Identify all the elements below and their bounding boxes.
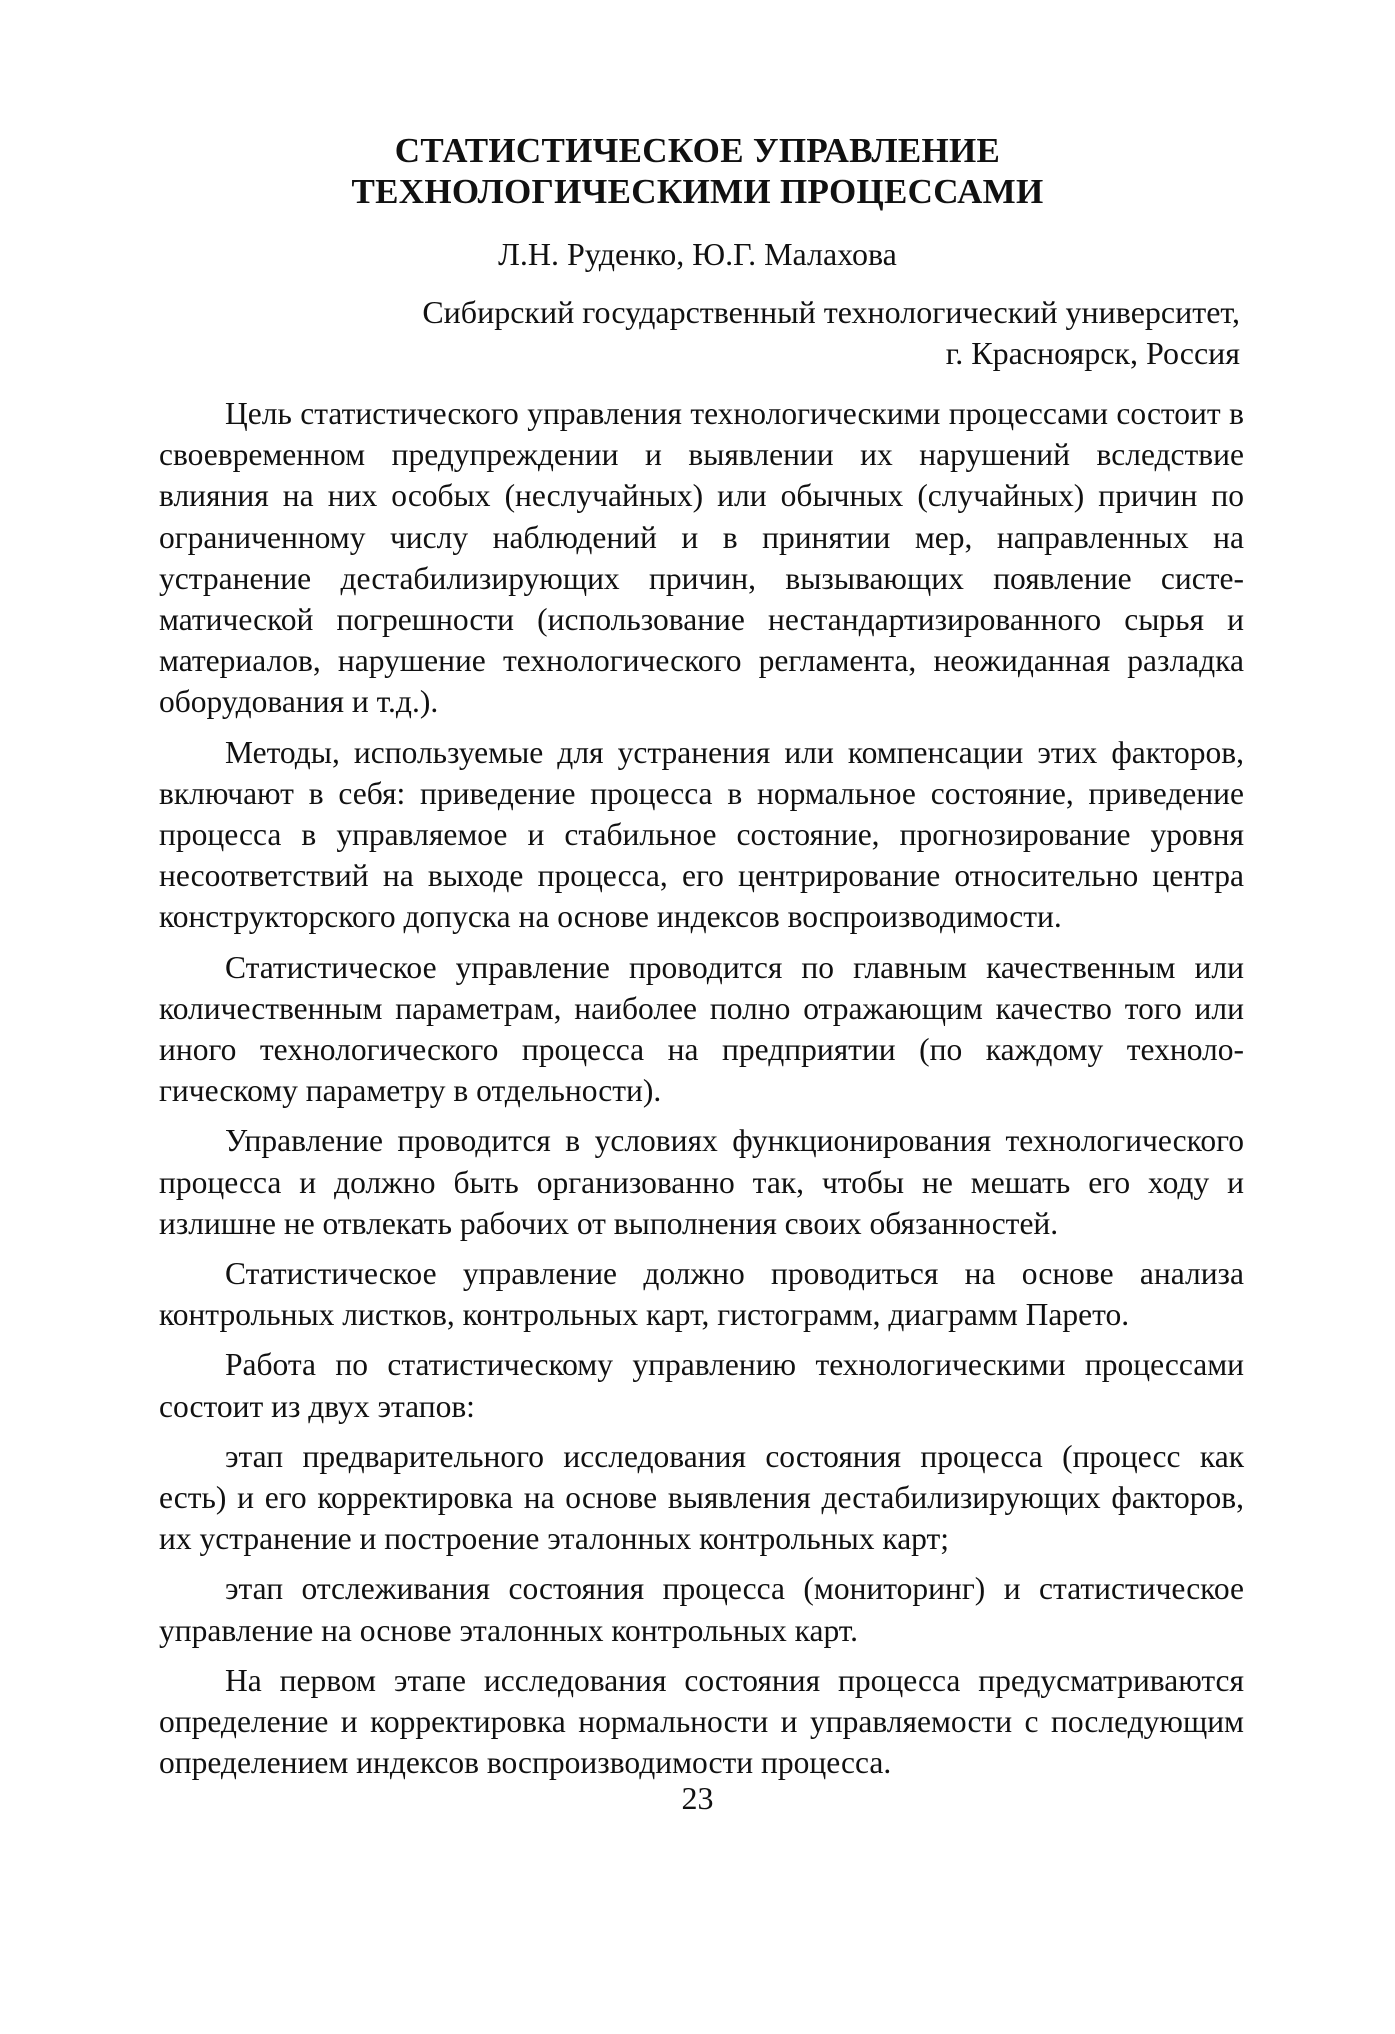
paragraph-2: Методы, используемые для устранения или компенсации этих факторов, включают в себя: приведение процесса в нормальное состояние, приведение процесса в управляемое и стабильное состояние, прогнозирование уровня несоответствий на выходе процесса, его центрирование относительно центра конструкторского допуска на основе индексов воспроизводимости. bbox=[159, 734, 1244, 935]
paragraph-3: Статистическое управление проводится по главным качественным или количественным параметрам, наиболее полно отражающим качество того или иного технологического процесса на предприятии (по каждому технологическому параметру в отдельности). bbox=[159, 949, 1244, 1109]
paragraph-6: Работа по статистическому управлению технологическими процессами состоит из двух этапов: bbox=[159, 1347, 1244, 1424]
paragraph-4: Управление проводится в условиях функционирования технологического процесса и должно быть организованно так, чтобы не мешать его ходу и излишне не отвлекать рабочих от выполнения своих обязанностей. bbox=[159, 1123, 1244, 1241]
paragraph-9: На первом этапе исследования состояния процесса предусматриваются определение и корректировка нормальности и управляемости с последующим определением индексов воспроизводимости процесса. bbox=[159, 1662, 1244, 1781]
affiliation-line-2: г. Красноярск, Россия bbox=[945, 335, 1240, 371]
article-title-line-2: ТЕХНОЛОГИЧЕСКИМИ ПРОЦЕССАМИ bbox=[351, 172, 1044, 211]
page-number: 23 bbox=[681, 1780, 714, 1816]
paragraph-stage-1: этап предварительного исследования состояния процесса (процесс как есть) и его корректировка на основе выявления дестабилизирующих факторов, их устранение и построение эталонных контрольных карт; bbox=[159, 1438, 1244, 1557]
authors: Л.Н. Руденко, Ю.Г. Малахова bbox=[498, 236, 897, 272]
article-body bbox=[159, 393, 1244, 1793]
affiliation-line-1: Сибирский государственный технологический университет, bbox=[422, 294, 1240, 330]
paragraph-1: Цель статистического управления технологическими процессами состоит в своевременном предупреждении и выявлении их нарушений вследствие влияния на них особых (неслучайных) или обычных (случайных) причин по ограниченному числу наблюдений и в принятии мер, направленных на устранение дестабилизирующих причин, вызывающих появление систематической погрешности (использование нестандартизированного сырья и материалов, нарушение технологического регламента, неожиданная разладка оборудования и т.д.). bbox=[159, 396, 1244, 720]
article-title-line-1: СТАТИСТИЧЕСКОЕ УПРАВЛЕНИЕ bbox=[394, 131, 1001, 170]
paragraph-5: Статистическое управление должно проводиться на основе анализа контрольных листков, контрольных карт, гистограмм, диаграмм Парето. bbox=[159, 1256, 1244, 1333]
paragraph-stage-2: этап отслеживания состояния процесса (мониторинг) и статистическое управление на основе эталонных контрольных карт. bbox=[159, 1571, 1244, 1648]
